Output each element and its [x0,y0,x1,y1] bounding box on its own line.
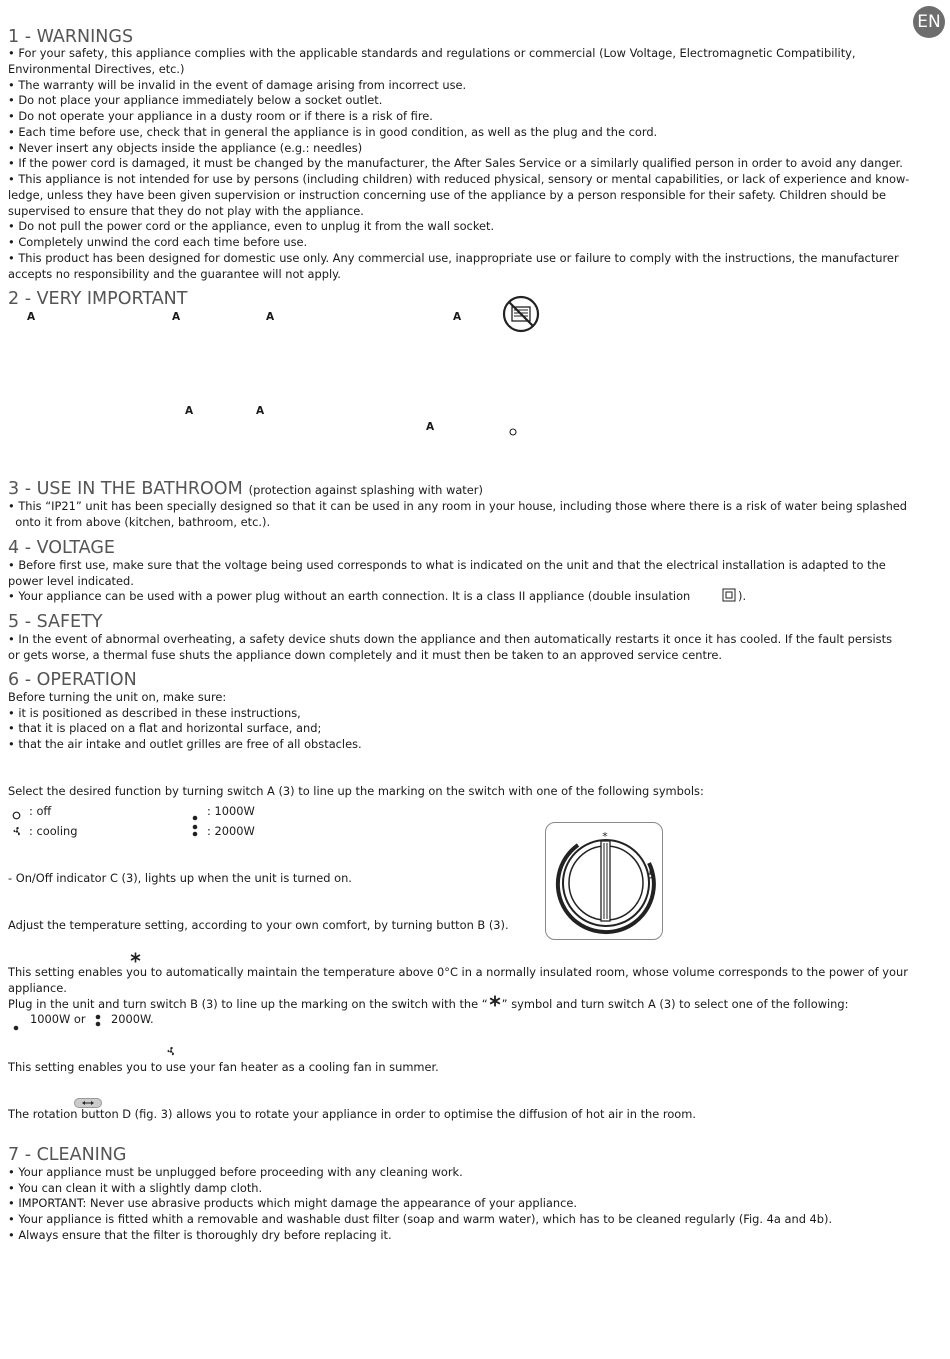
option-cooling: : cooling [29,824,78,838]
indicator-text: - On/Off indicator C (3), lights up when the unit is turned on. [8,871,352,885]
fan-icon [11,822,23,841]
cleaning-line: • IMPORTANT: Never use abrasive products which might damage the appearance of your appliance. [8,1196,578,1210]
warnings-line: accepts no responsibility and the guarantee will not apply. [8,267,341,281]
bathroom-title: 3 - USE IN THE BATHROOM [8,479,243,499]
frost-text: appliance. [8,981,67,995]
warnings-line: • This product has been designed for domestic use only. Any commercial use, inappropriate use or failure to comply with the instructions, the manufacturer [8,251,899,265]
rotation-text: The rotation button D (fig. 3) allows you to rotate your appliance in order to optimise the diffusion of hot air in the room. [8,1107,696,1121]
operation-intro: • it is positioned as described in these instructions, [8,706,301,720]
voltage-line: • Before first use, make sure that the voltage being used corresponds to what is indicated on the unit and that the electrical installation is adapted to the [8,558,886,572]
off-circle-icon [509,421,517,440]
warnings-line: • Never insert any objects inside the appliance (e.g.: needles) [8,141,363,155]
warnings-line: • Completely unwind the cord each time before use. [8,235,308,249]
option-off: : off [29,804,52,818]
plug-1000w: 1000W or [30,1012,86,1026]
two-dots-icon [95,1012,101,1031]
letter-a-mark: A [453,311,462,323]
warnings-line: supervised to ensure that they do not play with the appliance. [8,204,364,218]
bathroom-line: • This “IP21” unit has been specially designed so that it can be used in any room in your house, including those where there is a risk of water being splashed [8,499,908,513]
letter-a-mark: A [266,311,275,323]
cooling-text: This setting enables you to use your fan heater as a cooling fan in summer. [8,1060,439,1074]
operation-intro: • that the air intake and outlet grilles are free of all obstacles. [8,737,362,751]
cleaning-line: • Always ensure that the filter is thoroughly dry before replacing it. [8,1228,392,1242]
frost-star-icon [488,998,502,1008]
cleaning-line: • Your appliance is fitted whith a removable and washable dust filter (soap and warm water), which has to be cleaned regularly (Fig. 4a and 4b). [8,1212,833,1226]
section-title-very-important: 2 - VERY IMPORTANT [8,289,188,309]
section-title-operation: 6 - OPERATION [8,670,137,690]
thermostat-dial-figure [545,822,663,940]
warnings-line: • For your safety, this appliance complies with the applicable standards and regulations or commercial (Low Voltage, Electromagnetic Compatibility, [8,46,856,60]
bathroom-line: onto it from above (kitchen, bathroom, etc.). [8,515,271,529]
letter-a-mark: A [172,311,181,323]
two-dots-icon [192,822,198,841]
section-title-cleaning: 7 - CLEANING [8,1145,127,1165]
warnings-line: • Each time before use, check that in general the appliance is in good condition, as well as the plug and the cord. [8,125,658,139]
cleaning-line: • Your appliance must be unplugged before proceeding with any cleaning work. [8,1165,463,1179]
one-dot-icon [13,1016,19,1035]
warnings-line: • Do not operate your appliance in a dusty room or if there is a risk of fire. [8,109,433,123]
voltage-line: power level indicated. [8,574,134,588]
section-title-warnings: 1 - WARNINGS [8,27,134,47]
letter-a-mark: A [426,421,435,433]
frost-text: This setting enables you to automatically maintain the temperature above 0°C in a normally insulated room, whose volume corresponds to the power of your [8,965,908,979]
section-title-voltage: 4 - VOLTAGE [8,538,115,558]
operation-intro: Before turning the unit on, make sure: [8,690,227,704]
warnings-line: ledge, unless they have been given supervision or instruction concerning use of the appliance by a person responsible for their safety. Children should be [8,188,887,202]
double-insulation-icon [722,587,736,606]
warnings-line: • Do not place your appliance immediately below a socket outlet. [8,93,383,107]
voltage-line: • Your appliance can be used with a power plug without an earth connection. It is a class II appliance (double insulation [8,589,691,603]
section-title-bathroom [8,479,483,500]
warnings-line: • Do not pull the power cord or the appliance, even to unplug it from the wall socket. [8,219,495,233]
voltage-close: ). [738,589,747,603]
warnings-line: • The warranty will be invalid in the event of damage arising from incorrect use. [8,78,467,92]
plug-instruction [8,997,848,1013]
warnings-line: • This appliance is not intended for use by persons (including children) with reduced physical, sensory or mental capabilities, or lack of experience and know- [8,172,910,186]
select-function-text: Select the desired function by turning switch A (3) to line up the marking on the switch with one of the following symbols: [8,784,704,798]
svg-text:*: * [602,830,608,843]
cleaning-line: • You can clean it with a slightly damp cloth. [8,1181,263,1195]
letter-a-mark: A [256,405,265,417]
adjust-text: Adjust the temperature setting, according to your own comfort, by turning button B (3). [8,918,509,932]
safety-line: • In the event of abnormal overheating, a safety device shuts down the appliance and then automatically restarts it once it has cooled. If the fault persists [8,632,892,646]
do-not-cover-icon [502,295,540,337]
letter-a-mark: A [27,311,36,323]
warnings-line: • If the power cord is damaged, it must be changed by the manufacturer, the After Sales Service or a similarly qualified person in order to avoid any danger. [8,156,903,170]
warnings-line: Environmental Directives, etc.) [8,62,185,76]
plug-2000w: 2000W. [111,1012,154,1026]
bathroom-subtitle: (protection against splashing with water) [248,483,483,497]
letter-a-mark: A [185,405,194,417]
plug-text-a: Plug in the unit and turn switch B (3) to line up the marking on the switch with the “ [8,997,488,1011]
language-badge: EN [913,6,945,38]
plug-text-b: ” symbol and turn switch A (3) to select one of the following: [501,997,849,1011]
safety-line: or gets worse, a thermal fuse shuts the appliance down completely and it must then be taken to an approved service centre. [8,648,723,662]
option-2000w: : 2000W [207,824,255,838]
fan-icon [165,1042,177,1061]
section-title-safety: 5 - SAFETY [8,612,103,632]
operation-intro: • that it is placed on a flat and horizontal surface, and; [8,721,322,735]
option-1000w: : 1000W [207,804,255,818]
